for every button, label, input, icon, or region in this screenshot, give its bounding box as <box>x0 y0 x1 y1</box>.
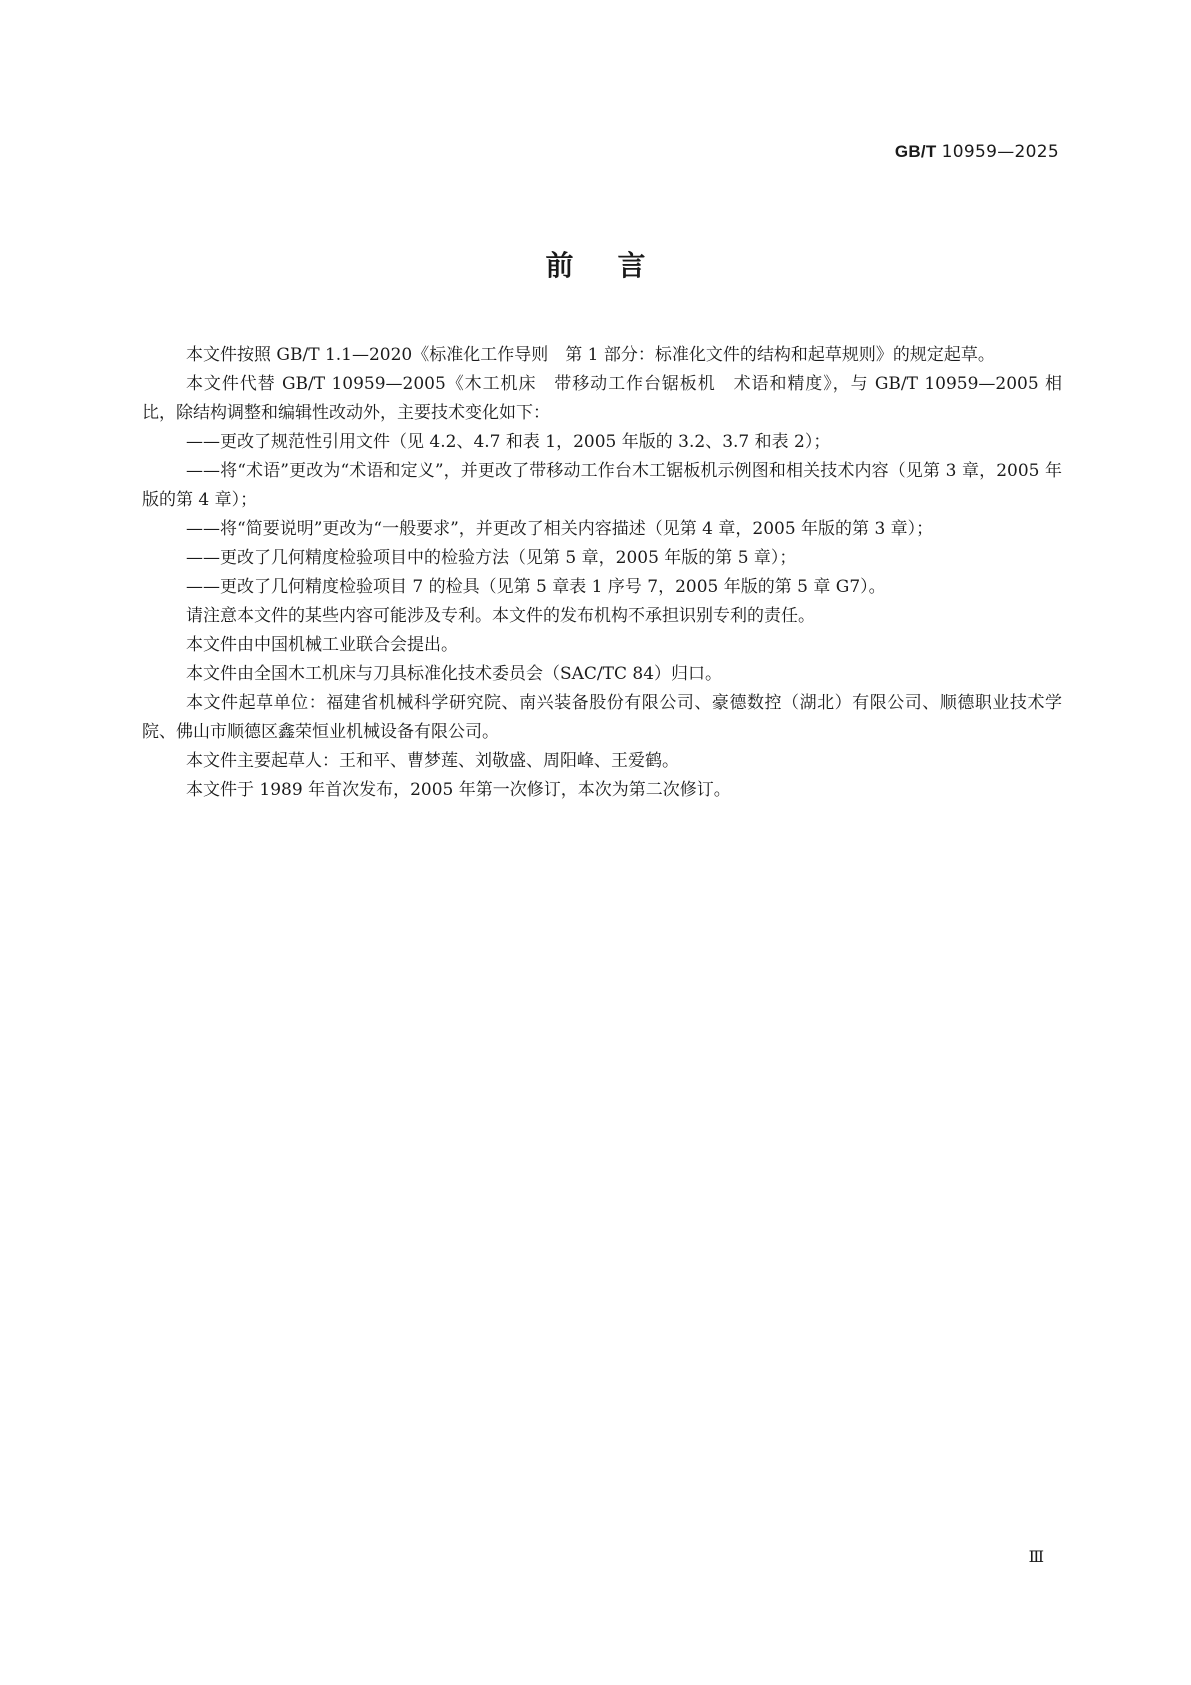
paragraph-replacement: 本文件代替 GB/T 10959—2005《木工机床 带移动工作台锯板机 术语和精度》，与 GB/T 10959—2005 相比，除结构调整和编辑性改动外，主要技术变化如下： <box>142 374 1062 423</box>
foreword-body <box>142 341 1062 805</box>
standard-prefix: GB/T <box>894 142 937 161</box>
paragraph-history: 本文件于 1989 年首次发布，2005 年第一次修订，本次为第二次修订。 <box>186 780 731 800</box>
paragraph-administration: 本文件由全国木工机床与刀具标准化技术委员会（SAC/TC 84）归口。 <box>186 664 723 684</box>
paragraph-proposer: 本文件由中国机械工业联合会提出。 <box>186 635 458 655</box>
standard-code <box>895 142 1059 162</box>
change-item-4: ——更改了几何精度检验项目中的检验方法（见第 5 章，2005 年版的第 5 章）； <box>186 548 797 568</box>
paragraph-drafting-rule: 本文件按照 GB/T 1.1—2020《标准化工作导则 第 1 部分：标准化文件的结构和起草规则》的规定起草。 <box>186 345 995 365</box>
change-item-5: ——更改了几何精度检验项目 7 的检具（见第 5 章表 1 序号 7，2005 年版的第 5 章 G7）。 <box>186 577 886 597</box>
page-number: Ⅲ <box>1028 1549 1044 1566</box>
change-item-3: ——将“简要说明”更改为“一般要求”，并更改了相关内容描述（见第 4 章，2005 年版的第 3 章）； <box>186 519 934 539</box>
change-item-2: ——将“术语”更改为“术语和定义”，并更改了带移动工作台木工锯板机示例图和相关技术内容（见第 3 章，2005 年版的第 4 章）； <box>142 461 1062 510</box>
change-item-1: ——更改了规范性引用文件（见 4.2、4.7 和表 1，2005 年版的 3.2、3.7 和表 2）； <box>186 432 831 452</box>
paragraph-patent-notice: 请注意本文件的某些内容可能涉及专利。本文件的发布机构不承担识别专利的责任。 <box>186 606 815 626</box>
standard-number: 10959—2025 <box>941 142 1059 162</box>
page-title: 前言 <box>545 249 690 282</box>
paragraph-drafters: 本文件主要起草人：王和平、曹梦莲、刘敬盛、周阳峰、王爱鹤。 <box>186 751 679 771</box>
paragraph-drafting-units: 本文件起草单位：福建省机械科学研究院、南兴装备股份有限公司、豪德数控（湖北）有限公司、顺德职业技术学院、佛山市顺德区鑫荣恒业机械设备有限公司。 <box>142 693 1062 742</box>
